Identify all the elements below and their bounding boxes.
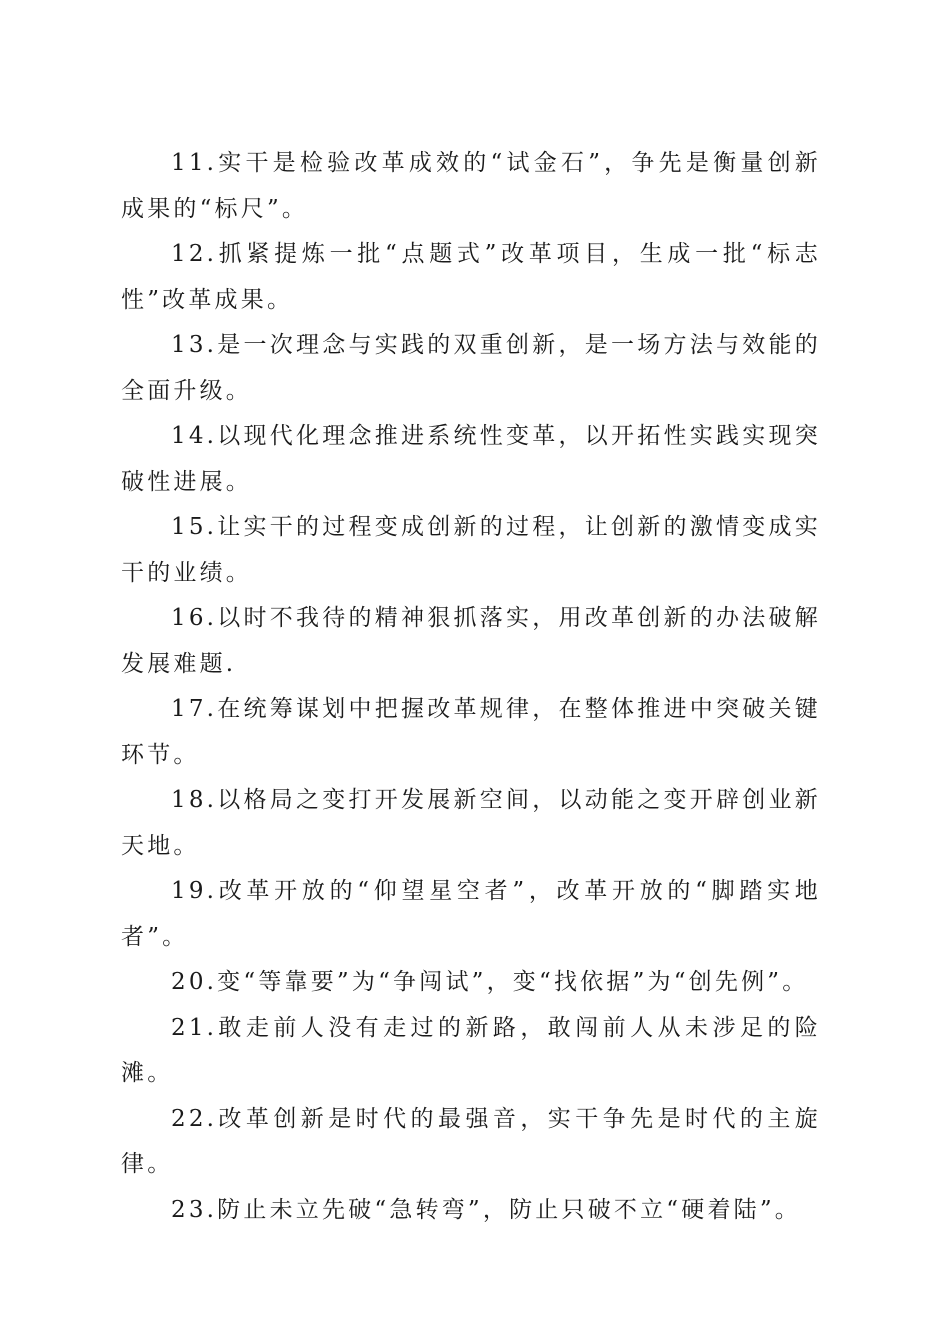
document-body	[121, 141, 821, 1233]
list-item-20: 20.变“等靠要”为“争闯试”，变“找依据”为“创先例”。	[171, 969, 809, 995]
list-item-15: 15.让实干的过程变成创新的过程，让创新的激情变成实干的业绩。	[121, 514, 821, 586]
list-item-12: 12.抓紧提炼一批“点题式”改革项目，生成一批“标志性”改革成果。	[121, 241, 821, 313]
list-item-17: 17.在统筹谋划中把握改革规律，在整体推进中突破关键环节。	[121, 696, 821, 768]
list-item-21: 21.敢走前人没有走过的新路，敢闯前人从未涉足的险滩。	[121, 1014, 821, 1086]
list-item-18: 18.以格局之变打开发展新空间，以动能之变开辟创业新天地。	[121, 787, 821, 859]
list-item-13: 13.是一次理念与实践的双重创新，是一场方法与效能的全面升级。	[121, 332, 821, 404]
list-item-16: 16.以时不我待的精神狠抓落实，用改革创新的办法破解发展难题.	[121, 605, 821, 677]
list-item-11: 11.实干是检验改革成效的“试金石”，争先是衡量创新成果的“标尺”。	[121, 150, 821, 222]
list-item-23: 23.防止未立先破“急转弯”，防止只破不立“硬着陆”。	[171, 1196, 802, 1223]
list-item-14: 14.以现代化理念推进系统性变革，以开拓性实践实现突破性进展。	[121, 423, 821, 495]
list-item-19: 19.改革开放的“仰望星空者”，改革开放的“脚踏实地者”。	[121, 878, 821, 950]
list-item-22: 22.改革创新是时代的最强音，实干争先是时代的主旋律。	[121, 1105, 821, 1177]
